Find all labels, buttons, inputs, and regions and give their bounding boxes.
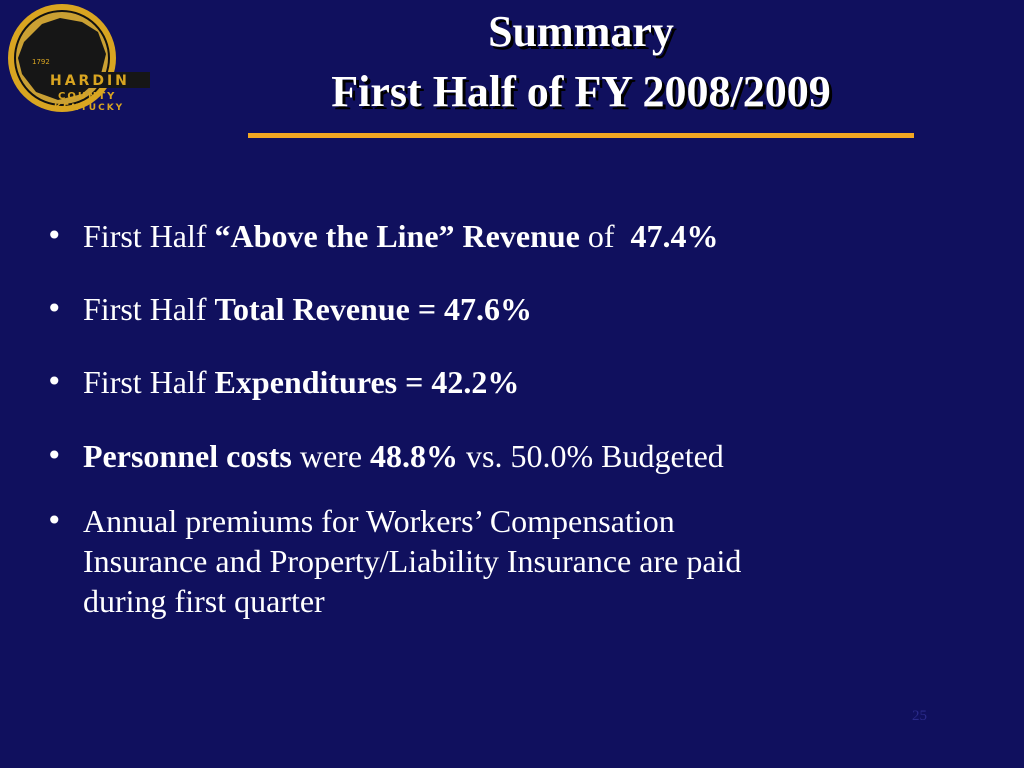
slide-title [248,2,914,122]
bullet-text [83,501,913,621]
bullet-text-run: First Half [83,218,215,254]
hardin-county-seal-logo [2,2,152,114]
bullet-text-line: during first quarter [83,583,325,619]
bullet-text-run: of [579,218,631,254]
seal-name-text: HARDIN [50,73,130,89]
bullet-dot: • [46,219,63,252]
bullet-text-bold: Expenditures = 42.2% [214,364,520,400]
bullet-text [83,216,913,256]
bullet-text-run: First Half [83,291,215,327]
title-line-2: First Half of FY 2008/2009 [331,67,831,116]
bullet-text [83,289,913,329]
seal-state-text: KENTUCKY [54,103,125,113]
bullet-value: 48.8% [370,438,459,474]
bullet-dot: • [46,365,63,398]
bullet-dot: • [46,439,63,472]
bullet-text-bold: “Above the Line” Revenue [214,218,580,254]
title-underline-rule [248,133,914,138]
bullet-text [83,436,913,476]
title-line-1: Summary [488,7,674,56]
bullet-dot: • [46,504,63,537]
bullet-text-run: were [291,438,371,474]
bullet-text [83,362,913,402]
bullet-text-run: First Half [83,364,215,400]
bullet-text-bold: Total Revenue = 47.6% [214,291,533,327]
bullet-text-bold: Personnel costs [83,438,292,474]
seal-county-text: COUNTY [58,91,117,102]
page-number: 25 [912,708,927,724]
bullet-text-line: Insurance and Property/Liability Insurance are paid [83,543,742,579]
bullet-text-run: vs. 50.0% Budgeted [458,438,724,474]
bullet-value: 47.4% [630,218,719,254]
bullet-dot: • [46,292,63,325]
bullet-text-line: Annual premiums for Workers’ Compensation [83,503,675,539]
seal-year-text: 1792 [32,58,50,66]
